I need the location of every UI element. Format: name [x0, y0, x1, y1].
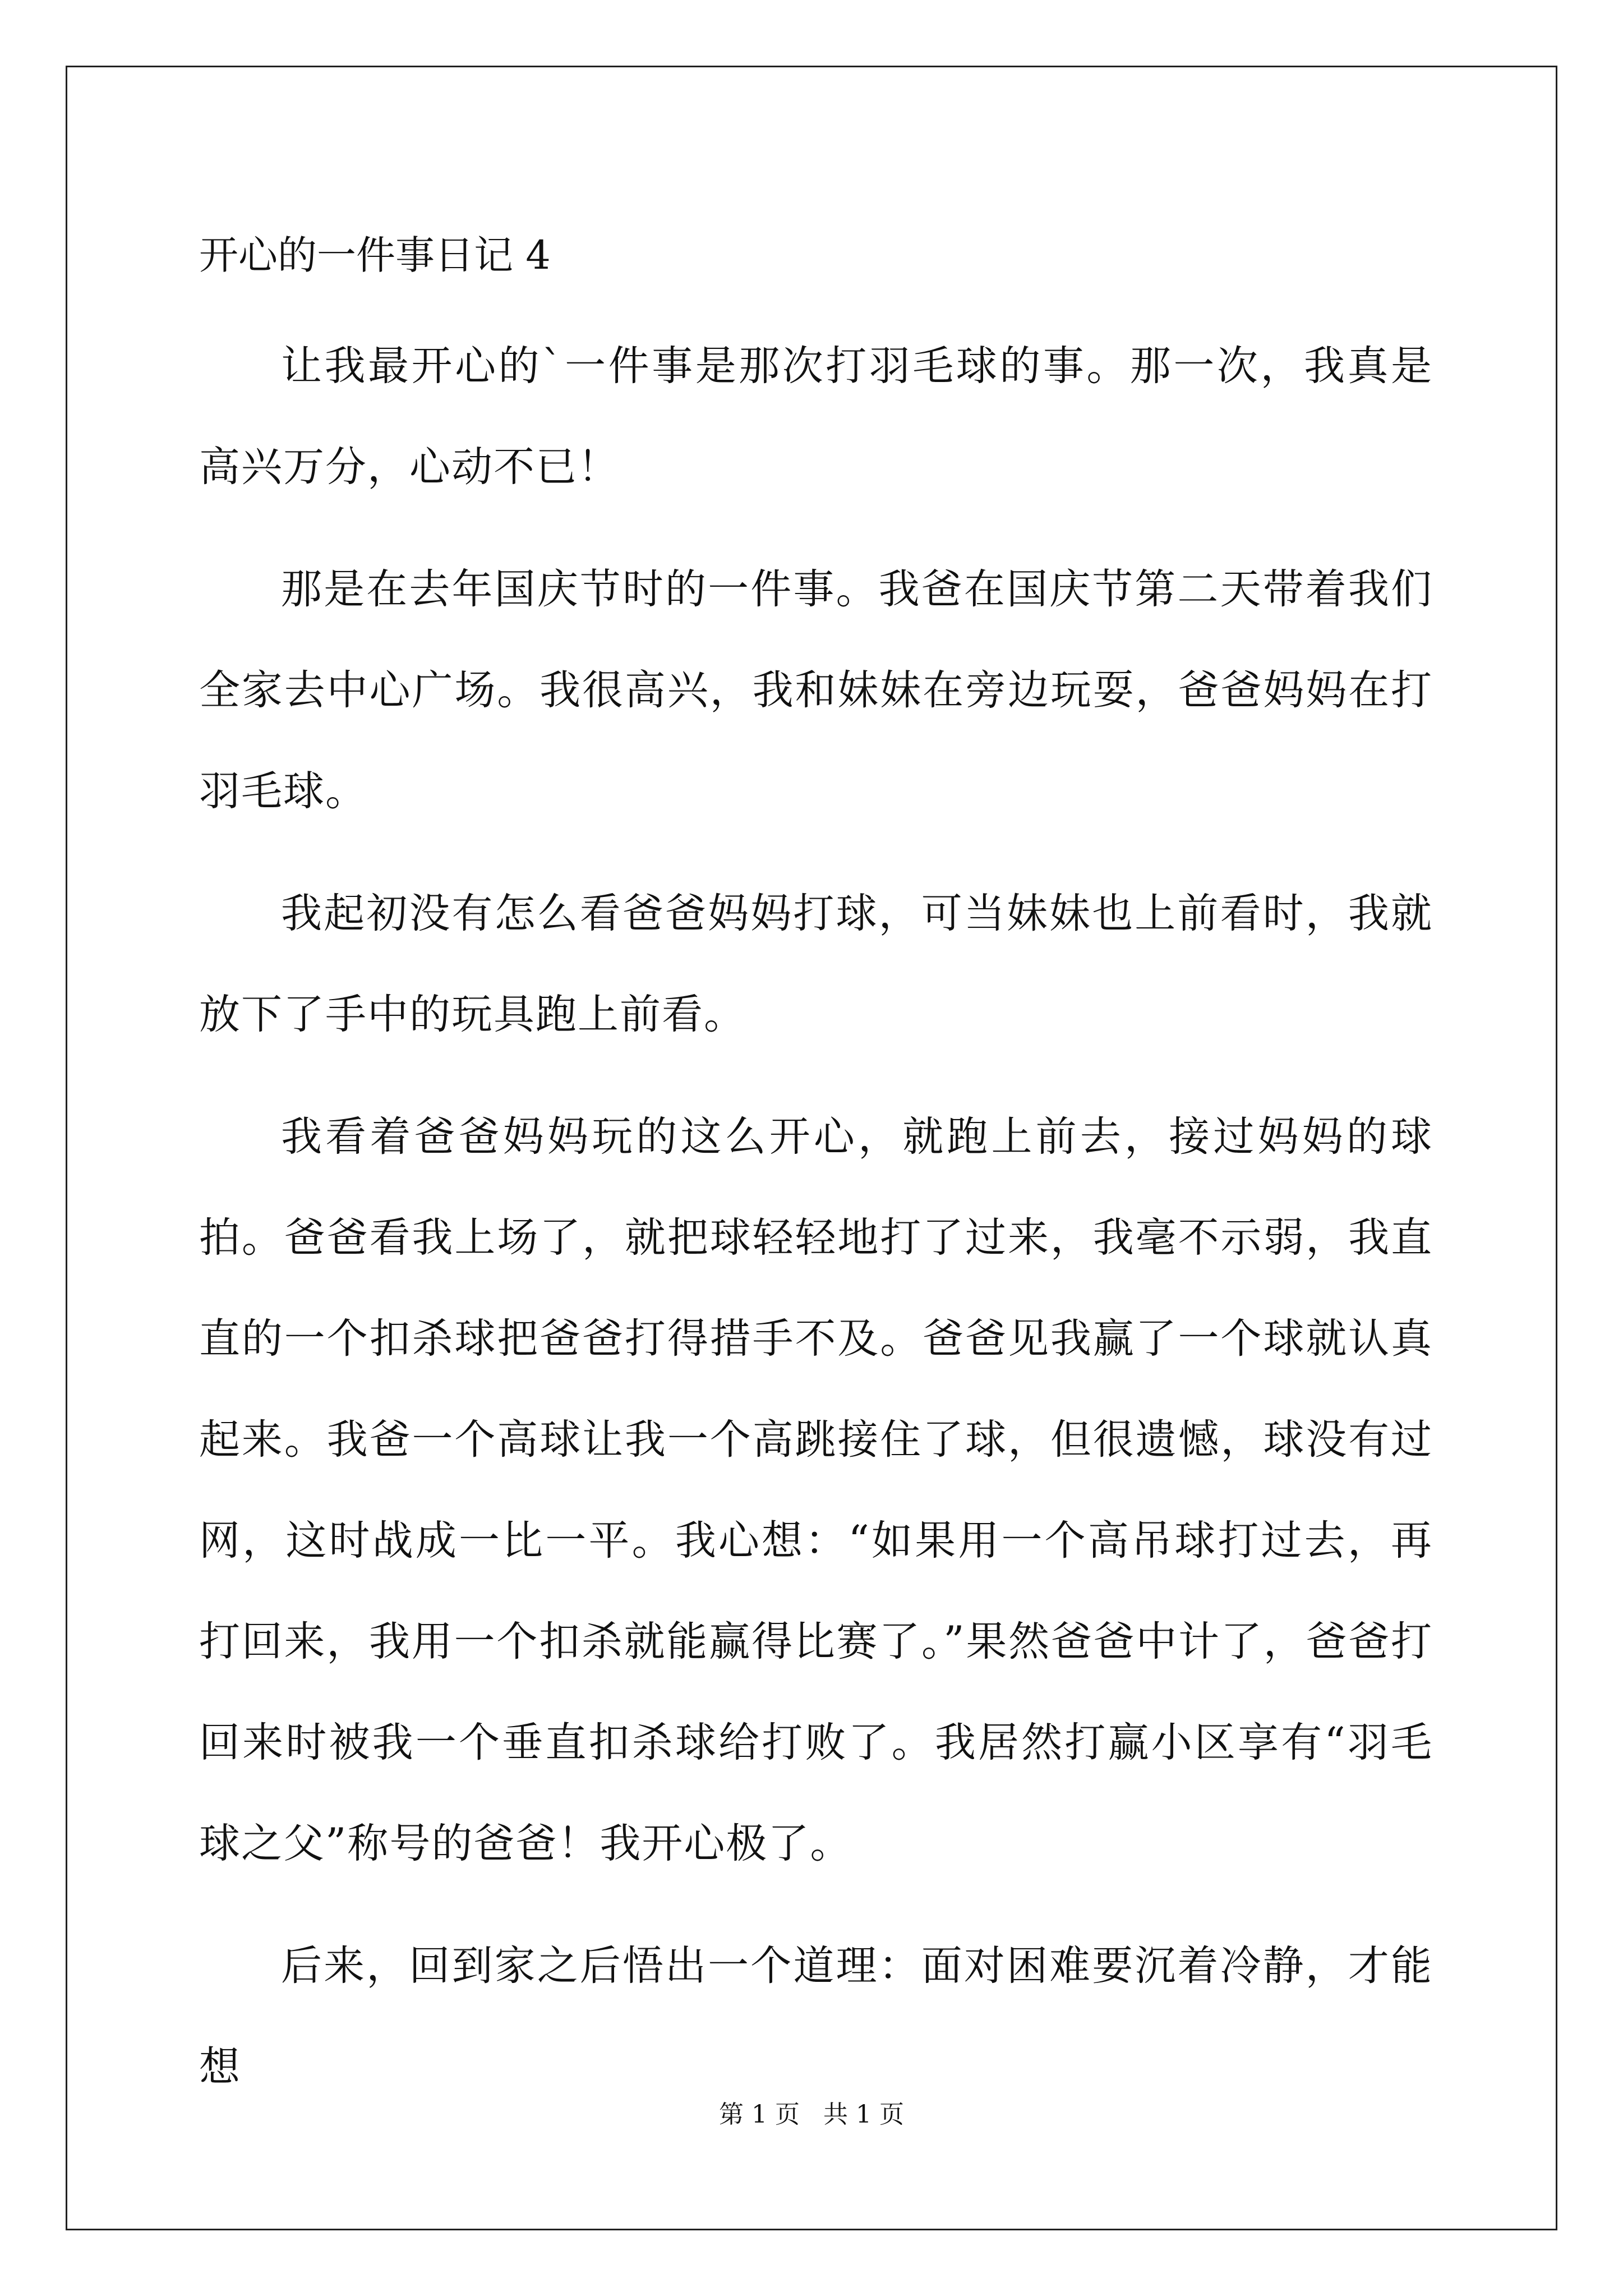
document-body — [199, 216, 1433, 2139]
document-title: 开心的一件事日记 4 — [199, 232, 551, 278]
page-footer: 第 1 页 共 1 页 — [719, 2100, 904, 2129]
paragraph-4: 我看着爸爸妈妈玩的这么开心，就跑上前去，接过妈妈的球拍。爸爸看我上场了，就把球轻轻地打了过来，我毫不示弱，我直直的一个扣杀球把爸爸打得措手不及。爸爸见我赢了一个球就认真起来。我爸一个高球让我一个高跳接住了球，但很遗憾，球没有过网，这时战成一比一平。我心想：“如果用一个高吊球打过去，再打回来，我用一个扣杀就能赢得比赛了。”果然爸爸中计了，爸爸打回来时被我一个垂直扣杀球给打败了。我居然打赢小区享有“羽毛球之父”称号的爸爸！我开心极了。 — [199, 1113, 1433, 1867]
paragraph-5: 后来，回到家之后悟出一个道理：面对困难要沉着冷静，才能想 — [199, 1942, 1433, 2091]
paragraph-1: 让我最开心的`一件事是那次打羽毛球的事。那一次，我真是高兴万分，心动不已！ — [199, 342, 1433, 491]
paragraph-2: 那是在去年国庆节时的一件事。我爸在国庆节第二天带着我们全家去中心广场。我很高兴，我和妹妹在旁边玩耍，爸爸妈妈在打羽毛球。 — [199, 565, 1433, 815]
paragraph-3: 我起初没有怎么看爸爸妈妈打球，可当妹妹也上前看时，我就放下了手中的玩具跑上前看。 — [199, 890, 1433, 1038]
